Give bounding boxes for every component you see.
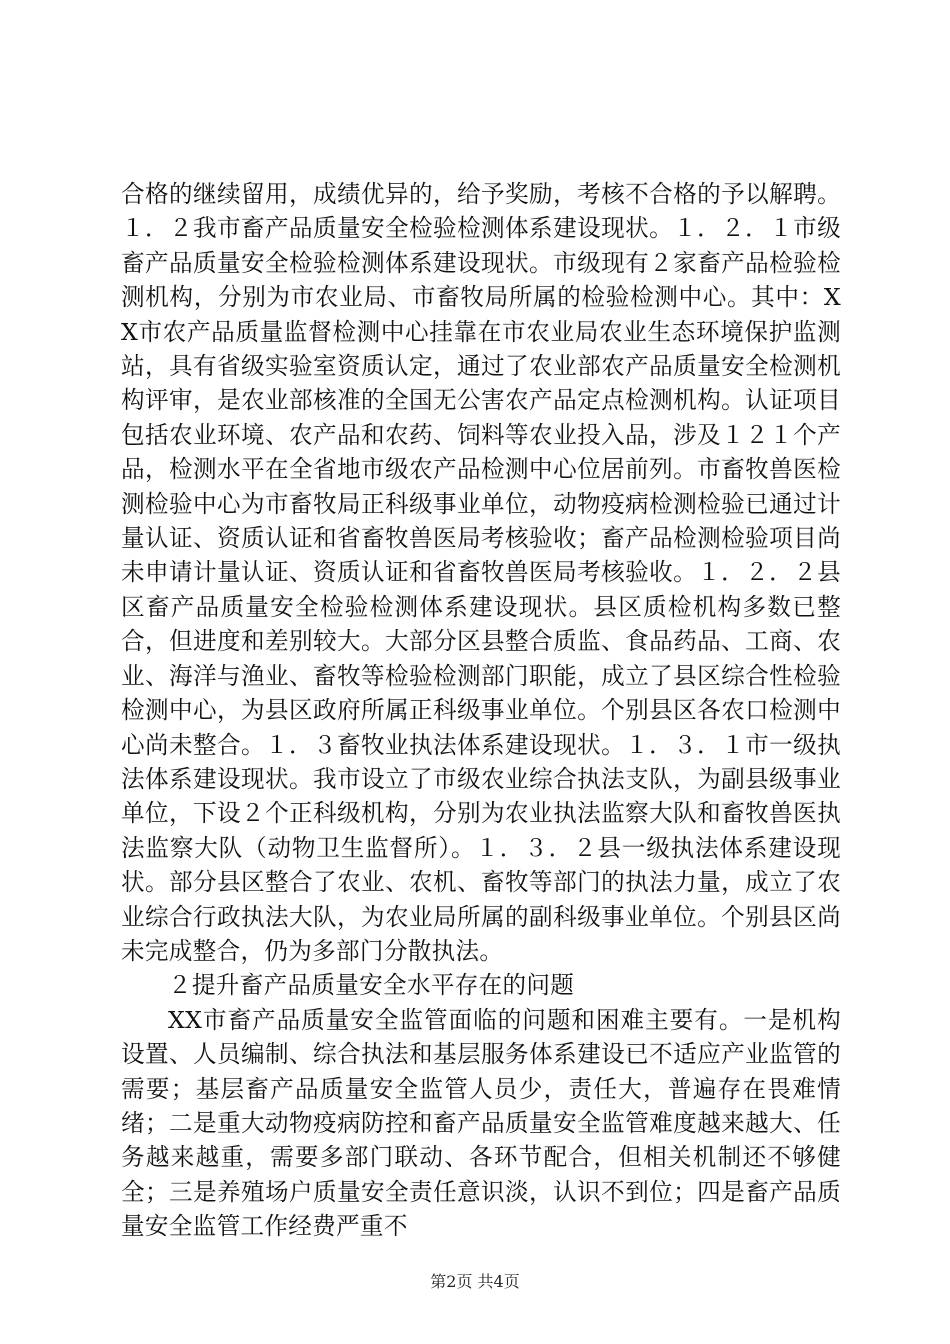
document-body — [121, 177, 841, 1244]
page-footer: 第2页 共4页 — [430, 1272, 520, 1291]
section-paragraph: XX市畜产品质量安全监管面临的问题和困难主要有。一是机构设置、人员编制、综合执法和基层服务体系建设已不适应产业监管的需要；基层畜产品质量安全监管人员少，责任大，普遍存在畏难情绪；二是重大动物疫病防控和畜产品质量安全监管难度越来越大、任务越来越重，需要多部门联动、各环节配合，但相关机制还不够健全；三是养殖场户质量安全责任意识淡，认识不到位；四是畜产品质量安全监管工作经费严重不 — [121, 1005, 841, 1241]
section-heading: ２提升畜产品质量安全水平存在的问题 — [168, 971, 575, 1000]
body-paragraph: 合格的继续留用，成绩优异的，给予奖励，考核不合格的予以解聘。１．２我市畜产品质量安全检验检测体系建设现状。１．２．１市级畜产品质量安全检验检测体系建设现状。市级现有２家畜产品检验检测机构，分别为市农业局、市畜牧局所属的检验检测中心。其中：XX市农产品质量监督检测中心挂靠在市农业局农业生态环境保护监测站，具有省级实验室资质认定，通过了农业部农产品质量安全检测机构评审，是农业部核准的全国无公害农产品定点检测机构。认证项目包括农业环境、农产品和农药、饲料等农业投入品，涉及１２１个产品，检测水平在全省地市级农产品检测中心位居前列。市畜牧兽医检测检验中心为市畜牧局正科级事业单位，动物疫病检测检验已通过计量认证、资质认证和省畜牧兽医局考核验收；畜产品检测检验项目尚未申请计量认证、资质认证和省畜牧兽医局考核验收。１．２．２县区畜产品质量安全检验检测体系建设现状。县区质检机构多数已整合，但进度和差别较大。大部分区县整合质监、食品药品、工商、农业、海洋与渔业、畜牧等检验检测部门职能，成立了县区综合性检验检测中心，为县区政府所属正科级事业单位。个别县区各农口检测中心尚未整合。１．３畜牧业执法体系建设现状。１．３．１市一级执法体系建设现状。我市设立了市级农业综合执法支队，为副县级事业单位，下设２个正科级机构，分别为农业执法监察大队和畜牧兽医执法监察大队（动物卫生监督所）。１．３．２县一级执法体系建设现状。部分县区整合了农业、农机、畜牧等部门的执法力量，成立了农业综合行政执法大队，为农业局所属的副科级事业单位。个别县区尚未完成整合，仍为多部门分散执法。 — [121, 180, 841, 965]
